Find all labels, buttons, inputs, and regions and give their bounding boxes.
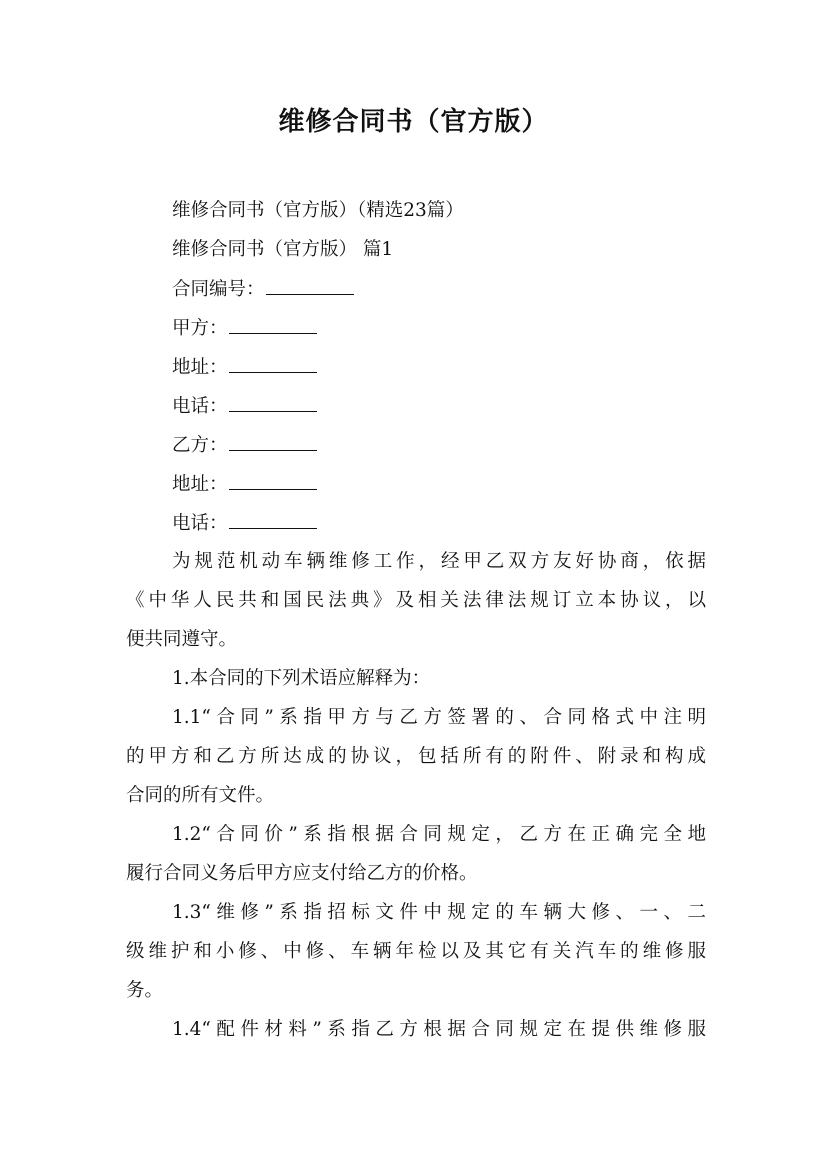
party-a-phone-blank bbox=[229, 395, 317, 412]
party-b-label: 乙方： bbox=[172, 435, 228, 456]
document-subtitle: 维修合同书（官方版）（精选23篇） bbox=[172, 200, 464, 221]
party-b-address-row bbox=[172, 473, 706, 496]
document-title: 维修合同书（官方版） bbox=[278, 107, 549, 137]
clause-1-3-line-1: 1.3“维修”系指招标文件中规定的车辆大修、一、二 bbox=[172, 902, 706, 923]
clause-1-2-line-2: 履行合同义务后甲方应支付给乙方的价格。 bbox=[126, 863, 478, 884]
contract-no-blank bbox=[266, 278, 354, 295]
party-a-phone-label: 电话： bbox=[172, 396, 228, 417]
contract-no-row bbox=[172, 278, 706, 301]
clause-1-3-line-3: 务。 bbox=[126, 980, 164, 1001]
party-a-row bbox=[172, 317, 706, 340]
party-a-phone-row bbox=[172, 395, 706, 418]
clause-1-2-line-1: 1.2“合同价”系指根据合同规定，乙方在正确完全地 bbox=[172, 824, 706, 845]
clause-1-4-line-1: 1.4“配件材料”系指乙方根据合同规定在提供维修服 bbox=[172, 1019, 706, 1040]
party-b-blank bbox=[229, 434, 317, 451]
party-a-address-label: 地址： bbox=[172, 357, 228, 378]
contract-no-label: 合同编号： bbox=[172, 279, 265, 300]
party-b-phone-blank bbox=[229, 512, 317, 529]
clause-1-1-line-2: 的甲方和乙方所达成的协议，包括所有的附件、附录和构成 bbox=[126, 746, 706, 767]
party-b-row bbox=[172, 434, 706, 457]
clause-1-heading: 1.本合同的下列术语应解释为： bbox=[172, 668, 431, 689]
chapter-heading: 维修合同书（官方版） 篇1 bbox=[172, 239, 394, 260]
party-a-blank bbox=[229, 317, 317, 334]
intro-line-3: 便共同遵守。 bbox=[126, 629, 238, 650]
party-b-phone-row bbox=[172, 512, 706, 535]
clause-1-3-line-2: 级维护和小修、中修、车辆年检以及其它有关汽车的维修服 bbox=[126, 941, 706, 962]
clause-1-1-line-3: 合同的所有文件。 bbox=[126, 785, 275, 806]
party-b-address-label: 地址： bbox=[172, 474, 228, 495]
party-a-label: 甲方： bbox=[172, 318, 228, 339]
clause-1-1-line-1: 1.1“合同”系指甲方与乙方签署的、合同格式中注明 bbox=[172, 707, 706, 728]
intro-line-2: 《中华人民共和国民法典》及相关法律法规订立本协议，以 bbox=[126, 590, 706, 611]
party-b-phone-label: 电话： bbox=[172, 513, 228, 534]
party-a-address-blank bbox=[229, 356, 317, 373]
party-b-address-blank bbox=[229, 473, 317, 490]
party-a-address-row bbox=[172, 356, 706, 379]
intro-line-1: 为规范机动车辆维修工作，经甲乙双方友好协商，依据 bbox=[172, 551, 706, 572]
